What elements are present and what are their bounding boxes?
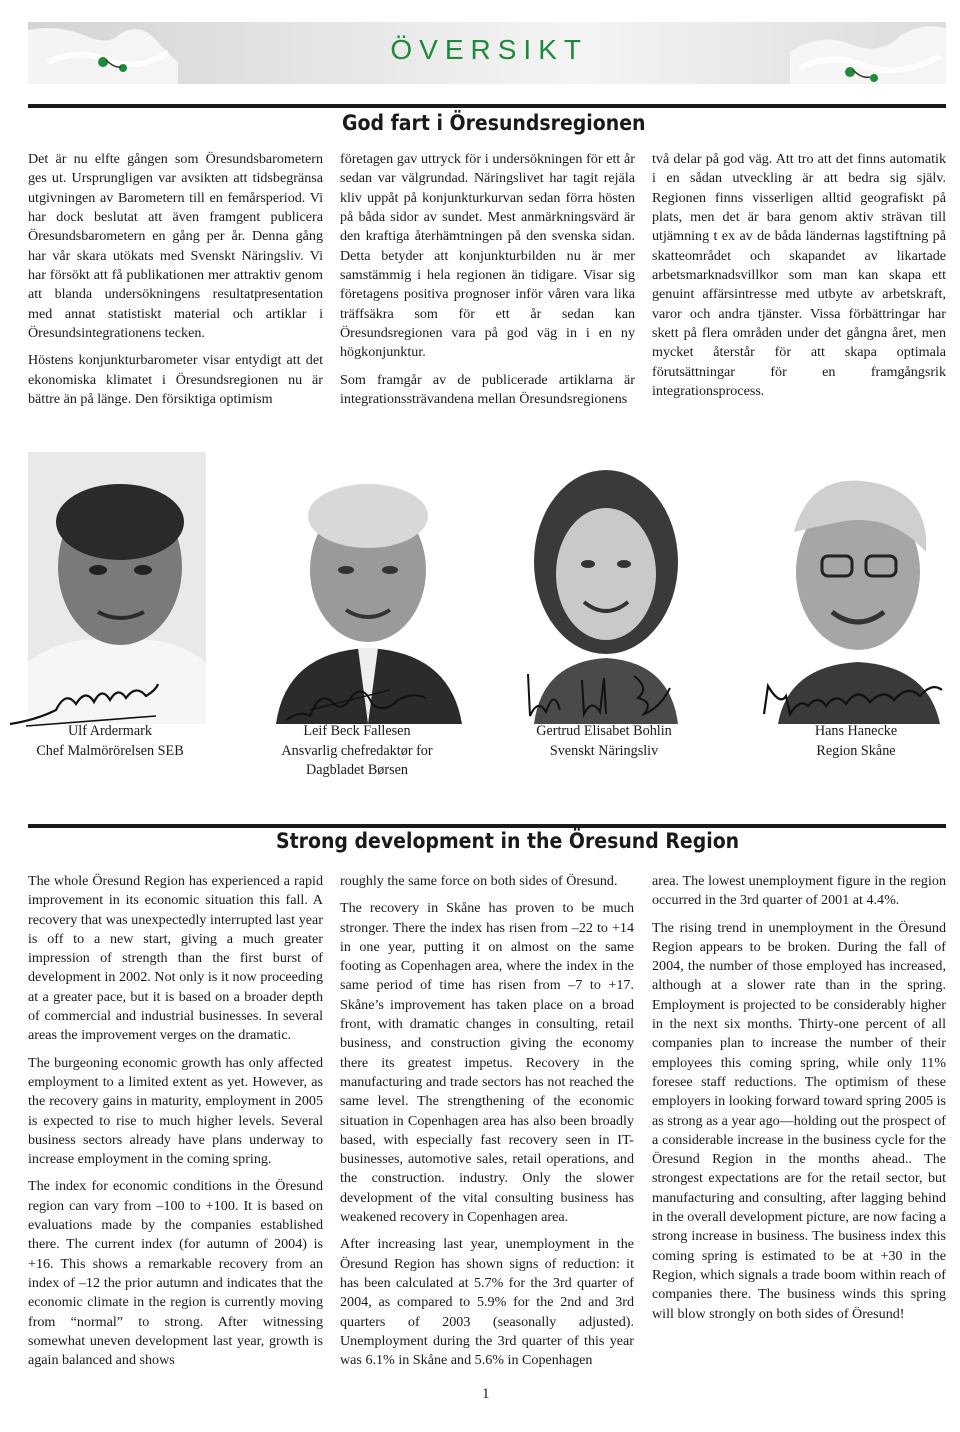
english-column-1 [28,872,323,1378]
swedish-column-3 [652,150,946,409]
paragraph: Höstens konjunkturbarometer visar entydigt att det ekonomiska klimatet i Öresundsregionen nu är bättre än på länge. Den försiktiga optimism [28,352,323,408]
person-title: Region Skåne [816,742,896,759]
paragraph: area. The lowest unemployment figure in the region occurred in the 3rd quarter of 2001 at 4.4%. [652,873,946,909]
section-rule [28,104,946,108]
english-column-3 [652,872,946,1332]
person-title: Chef Malmörörelsen SEB [36,742,184,759]
signature-icon [520,668,690,722]
section-rule [28,824,946,828]
paragraph: roughly the same force on both sides of Öresund. [340,873,618,889]
person-caption [264,722,450,781]
person-name: Hans Hanecke [814,723,898,739]
person-caption [520,722,688,761]
person-title: Ansvarlig chefredaktør for [281,742,433,759]
english-column-2 [340,872,634,1378]
paragraph: The whole Öresund Region has experienced a rapid improvement in its economic situation this fall. A recovery that was unexpectedly interrupted last year is off to a new start, giving a much greater impression of strength than the first burst of development in 2002. Not only is it now proceeding at a greater pace, but it is based on a broader depth of commercial and industrial businesses. In several areas the improvement verges on the dramatic. [28,873,323,1044]
paragraph: Det är nu elfte gången som Öresundsbarometern ges ut. Ursprungligen var avsikten att tidsbegränsa utgivningen av Barometern till en femårsperiod. Vi har dock beslutat att även framgent publicera Öresundsbarometern en gång per år. Denna gång har vår skara utökats med Svenskt Näringsliv. Vi har försökt att få publikationen mer attraktiv genom att blanda undersökningens resultatpresentation med annat statistiskt material och artiklar i Öresundsintegrationens tecken. [28,151,323,342]
person-title: Svenskt Näringsliv [549,742,659,759]
paragraph: After increasing last year, unemployment in the Öresund Region has shown signs of reduction: it has been calculated at 5.7% for the 3rd quarter of 2004, as compared to 5.9% for the 2nd and 3rd quarters of 2003 (seasonally adjusted). Unemployment during the 3rd quarter of this year was 6.1% in Skåne and 5.6% in Copenhagen [340,1236,634,1369]
paragraph: The recovery in Skåne has proven to be much stronger. There the index has risen from –22 to +14 in one year, putting it on almost on the same footing as Copenhagen area, where the index in the same period of time has risen from –7 to +17. Skåne’s improvement has taken place on a broad front, with dramatic changes in consulting, retail business, and construction giving the economy there its greatest impetus. Recovery in the manufacturing and trade sectors has not reached the same level. The strengthening of the economic situation in Copenhagen area has also been broadly based, with especially fast recovery seen in IT-businesses, automotive sales, retail operations, and the construction. industry. Only the slower development of the vital consulting business has weakened recovery in Copenhagen area. [340,900,634,1226]
section-title: ÖVERSIKT [390,34,588,65]
person-name: Gertrud Elisabet Bohlin [536,723,672,739]
paragraph: företagen gav uttryck för i undersökningen för ett år sedan var välgrundad. Näringslivet har tagit rejäla kliv uppåt på konjunkturkurvan sedan förra hösten på båda sidor av sundet. Mest anmärkningsvärd är den kraftiga återhämtningen på den svenska sidan. Detta betyder att konjunkturbilden nu är mer samstämmig i hela regionen än tidigare. Visar sig företagens positiva prognoser inför våren vara lika träffsäkra som för ett år sedan kan Öresundsregionen vara på god väg in i en ny högkonjunktur. [340,151,635,361]
swedish-column-2 [340,150,635,417]
person-name: Ulf Ardermark [68,723,152,739]
map-decoration-icon [790,22,946,84]
signature-icon [760,676,946,720]
person-name: Leif Beck Fallesen [303,723,411,739]
paragraph: två delar på god väg. Att tro att det finns automatik i en sådan utveckling är att bedra sig själv. Regionen finns visserligen alltid geografiskt på plats, men det är bara genom aktiv strävan till utjämning t ex av de båda ländernas lagstiftning på skatteområdet och skapandet av likartade arbetsmarknadsvillkor som man kan skapa ett genuint affärsintresse med utbyte av arbetskraft, varor och andra tjänster. Vissa förbättringar har skett på flera områden under det gångna året, men mycket återstår för att skapa optimala förutsättningar för en framgångsrik integrationsprocess. [652,151,946,400]
page-number: 1 [482,1386,490,1402]
swedish-heading: God fart i Öresundsregionen [342,111,646,135]
english-heading: Strong development in the Öresund Region [276,829,740,853]
map-decoration-icon [28,22,178,84]
paragraph: The burgeoning economic growth has only affected employment to a limited extent as yet. However, as the recovery gains in maturity, employment in 2005 is expected to rise to much higher levels. Several business sectors already have plans underway to increase employment in the coming spring. [28,1054,323,1168]
person-caption [30,722,190,761]
paragraph: Som framgår av de publicerade artiklarna är integrationssträvandena mellan Öresundsregionens [340,371,635,408]
swedish-column-1 [28,150,323,417]
person-title: Dagbladet Børsen [305,762,409,778]
paragraph: The index for economic conditions in the Öresund region can vary from –100 to +100. It is based on evaluations made by the companies established there. The current index (for autumn of 2004) is +16. This shows a remarkable recovery from an index of –12 the prior autumn and indicates that the economic climate in the region is currently moving from “normal” to strong. After witnessing somewhat uneven development last year, growth is again balanced and shows [28,1178,323,1369]
paragraph: The rising trend in unemployment in the Öresund Region appears to be broken. During the fall of 2004, the number of those employed has increased, although at a slower rate than in the spring. Employment is projected to be considerably higher in the next six months. Thirty-one percent of all companies plan to increase the number of their employees this coming spring, while only 11% foresee staff reductions. The optimism of these employers in looking forward toward spring 2005 is as strong as a year ago—holding out the prospect of a considerable increase in the business cycle for the Öresund Region in the months ahead.. The strongest expectations are for the retail sector, but manufacturing and consulting, after lagging behind in the overall development picture, are now facing a strong increase in business. The business index this coming spring is estimated to be at +30 in the Region, which signals a trade boom within reach of companies there. The business winds this spring will blow strongly on both sides of Öresund! [652,919,946,1322]
person-caption [776,722,936,761]
